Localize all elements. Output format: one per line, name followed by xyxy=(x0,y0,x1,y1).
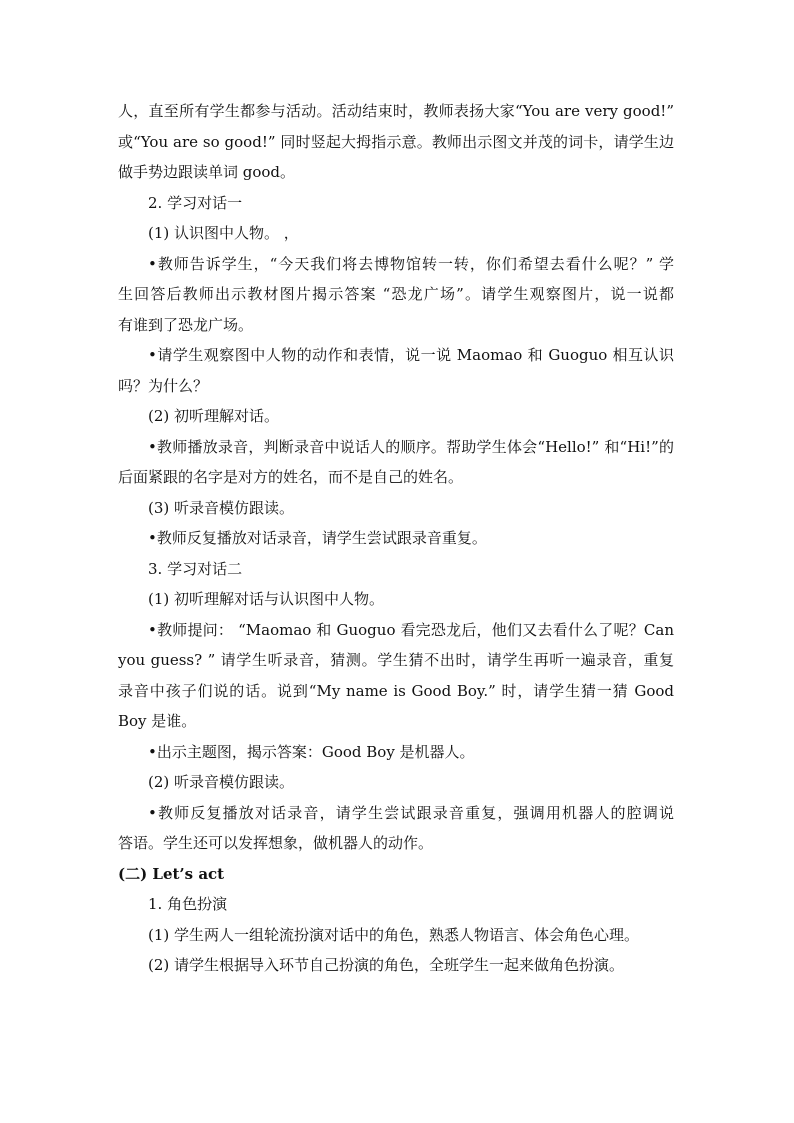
document-body xyxy=(118,96,674,981)
paragraph-line: 做手势边跟读单词 good。 xyxy=(118,163,296,181)
step-line: (1) 学生两人一组轮流扮演对话中的角色，熟悉人物语言、体会角色心理。 xyxy=(148,925,640,944)
paragraph-line: 生回答后教师出示教材图片揭示答案 “恐龙广场”。请学生观察图片，说一说都 xyxy=(118,285,674,303)
section-heading: 2. 学习对话一 xyxy=(148,193,243,212)
paragraph-line: you guess? ” 请学生听录音，猜测。学生猜不出时，请学生再听一遍录音，重复 xyxy=(118,651,674,669)
paragraph-line: 录音中孩子们说的话。说到“My name is Good Boy.” 时，请学生猜一猜 Good xyxy=(118,681,674,700)
bullet-line: •教师提问： “Maomao 和 Guoguo 看完恐龙后，他们又去看什么了呢？Can xyxy=(148,620,674,639)
paragraph-line: 吗？为什么？ xyxy=(118,376,209,395)
paragraph-line: Boy 是谁。 xyxy=(118,712,197,730)
paragraph-line: 或“You are so good!” 同时竖起大拇指示意。教师出示图文并茂的词卡，请学生边 xyxy=(118,132,674,151)
bullet-line: •教师播放录音，判断录音中说话人的顺序。帮助学生体会“Hello!” 和“Hi!”的 xyxy=(148,437,674,456)
step-heading: (2) 初听理解对话。 xyxy=(148,407,280,425)
paragraph-line: 后面紧跟的名字是对方的姓名，而不是自己的姓名。 xyxy=(118,468,464,486)
bullet-line: •教师反复播放对话录音，请学生尝试跟录音重复，强调用机器人的腔调说 xyxy=(148,803,674,822)
step-heading: (3) 听录音模仿跟读。 xyxy=(148,498,295,517)
section-heading: 1. 角色扮演 xyxy=(148,895,228,913)
step-heading: (1) 认识图中人物。 ， xyxy=(148,224,299,242)
bullet-line: •请学生观察图中人物的动作和表情，说一说 Maomao 和 Guoguo 相互认识 xyxy=(148,346,674,364)
paragraph-line: 有谁到了恐龙广场。 xyxy=(118,315,254,334)
part-heading: (二) Let’s act xyxy=(118,864,225,883)
bullet-line: •教师告诉学生，“今天我们将去博物馆转一转，你们希望去看什么呢？” 学 xyxy=(148,254,674,273)
paragraph-line: 人，直至所有学生都参与活动。活动结束时，教师表扬大家“You are very good!” xyxy=(118,102,674,120)
step-heading: (1) 初听理解对话与认识图中人物。 xyxy=(148,590,385,608)
bullet-line: •出示主题图，揭示答案：Good Boy 是机器人。 xyxy=(148,742,475,761)
step-heading: (2) 听录音模仿跟读。 xyxy=(148,773,295,791)
bullet-line: •教师反复播放对话录音，请学生尝试跟录音重复。 xyxy=(148,529,487,547)
step-line: (2) 请学生根据导入环节自己扮演的角色，全班学生一起来做角色扮演。 xyxy=(148,956,625,974)
section-heading: 3. 学习对话二 xyxy=(148,559,243,578)
paragraph-line: 答语。学生还可以发挥想象，做机器人的动作。 xyxy=(118,834,434,852)
